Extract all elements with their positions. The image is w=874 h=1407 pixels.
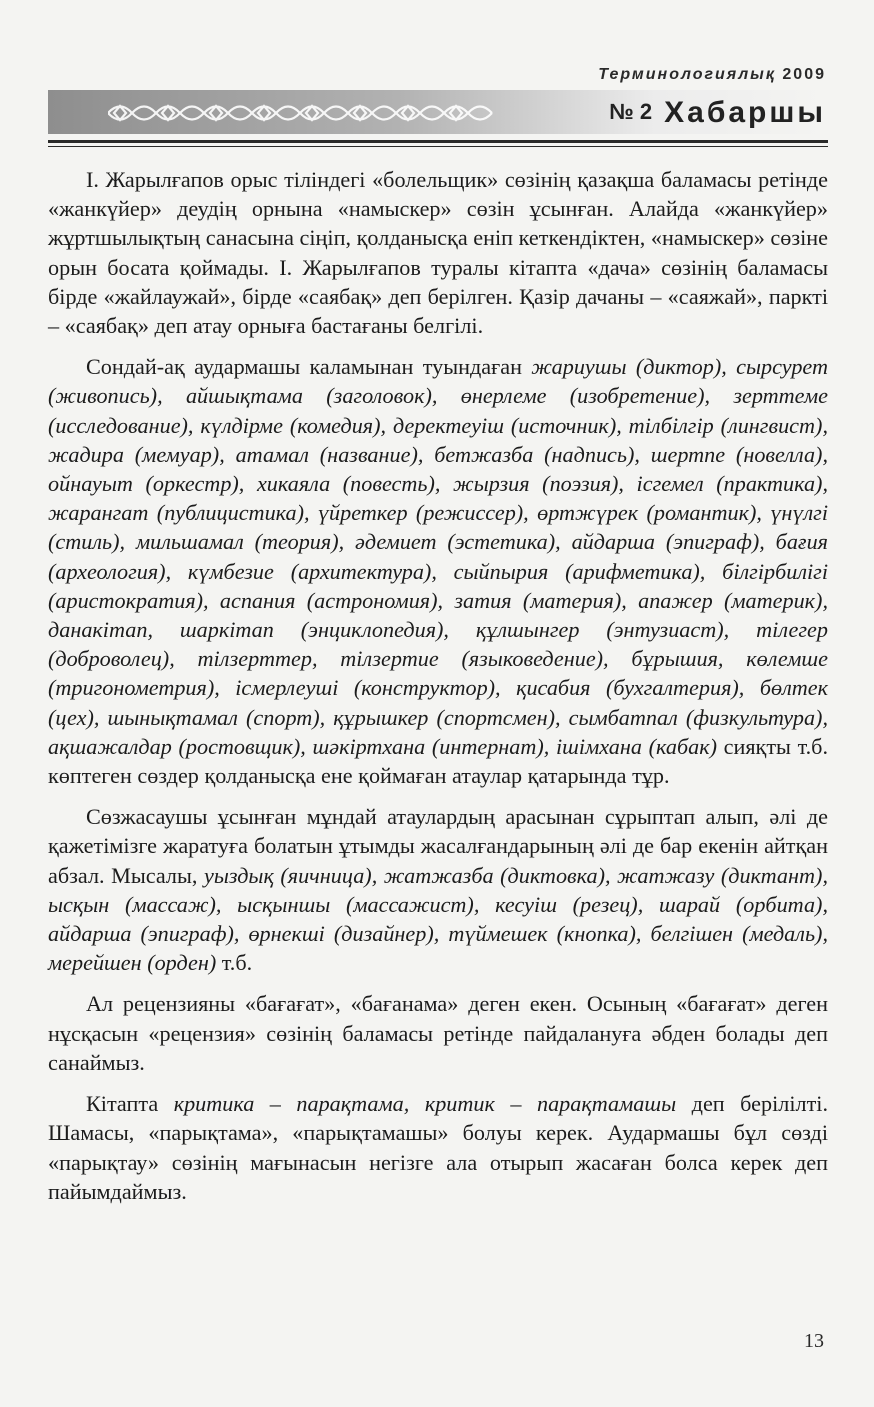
article-body xyxy=(48,165,828,1218)
italic-term-list: жариушы (диктор), сырсурет (живопись), айшықтама (заголовок), өнерлеме (изобретение), зерттеме (исследование), күлдірме (комедия), деректеуіш (источник), тілбілгір (лингвист), жадира (мемуар), атамал (название), бетжазба (надпись), шертпе (новелла), ойнауыт (оркестр), хикаяла (повесть), жырзия (поэзия), ісгемел (практика), жарангат (публицистика), үйреткер (режиссер), өртжүрек (романтик), үнүлгі (стиль), мильшамал (теория), әдемиет (эстетика), айдарша (эпиграф), бағия (археология), күмбезие (архитектура), сыйпырия (арифметика), білгірбилігі (аристократия), аспания (астрономия), затия (материя), апажер (материк), данакітап, шаркітап (энциклопедия), құлшынгер (энтузиаст), тілегер (доброволец), тілзерттер, тілзертие (языковедение), бұрышия, көлемше (тригонометрия), ісмерлеуші (конструктор), қисабия (бухгалтерия), бөлтек (цех), шынықтамал (спорт), құрышкер (спортсмен), сымбатпал (физкультура), ақшажалдар (ростовщик), шәкіртхана (интернат), ішімхана (кабак) xyxy=(48,354,828,759)
text-run: Сондай-ақ аудармашы каламынан туындаған xyxy=(86,354,532,380)
header-rule-thin xyxy=(48,146,828,147)
paragraph xyxy=(48,802,828,977)
journal-name: Терминологиялық xyxy=(598,66,776,83)
text-run: Сөзжасаушы ұсынған мұндай атаулардың арасынан сұрыптап алып, әлі де қажетімізге жаратуға болатын ұтымды жасалғандарының әлі де бар екенін айтқан абзал. Мысалы, xyxy=(48,804,828,888)
paragraph xyxy=(48,165,828,340)
journal-title: Хабаршы xyxy=(664,96,826,129)
issue-number: № 2 xyxy=(609,99,653,124)
text-run: сияқты т.б. көптеген сөздер қолданысқа ене қоймаған атаулар қатарында тұр. xyxy=(48,733,828,789)
text-run: І. Жарылғапов орыс тіліндегі «болельщик» сөзінің қазақша баламасы ретінде «жанкүйер» деудің орнына «намыскер» сөзін ұсынған. Алайда «жанкүйер» жұртшылықтың санасына сіңіп, қолданысқа еніп кеткендіктен, «намыскер» сөзіне орын босата қоймады. І. Жарылғапов туралы кітапта «дача» сөзінің баламасы бірде «жайлаужай», бірде «саябақ» деп берілген. Қазір дачаны – «саяжай», паркті – «саябақ» деп атау орныға бастағаны белгілі. xyxy=(48,167,828,339)
header-title xyxy=(609,96,826,130)
italic-term-list: критика – парақтама, критик – парақтамашы xyxy=(173,1091,677,1117)
journal-running-title xyxy=(598,66,826,84)
paragraph xyxy=(48,989,828,1077)
paragraph xyxy=(48,352,828,790)
journal-year: 2009 xyxy=(782,66,826,83)
paragraph xyxy=(48,1089,828,1206)
italic-term-list: уыздық (яичница), жатжазба (диктовка), жатжазу (диктант), ысқын (массаж), ысқыншы (массажист), кесуіш (резец), шарай (орбита), айдарша (эпиграф), өрнекші (дизайнер), түймешек (кнопка), белгішен (медаль), мерейшен (орден) xyxy=(48,862,828,976)
text-run: т.б. xyxy=(216,950,253,976)
text-run: деп берілілті. Шамасы, «парықтама», «парықтамашы» болуы керек. Аудармашы бұл сөзді «парықтау» сөзінің мағынасын негізге ала отырып жасаған болса керек деп пайымдаймыз. xyxy=(48,1091,828,1204)
ornament-pattern xyxy=(108,98,498,128)
text-run: Ал рецензияны «бағағат», «бағанама» деген екен. Осының «бағағат» деген нұсқасын «рецензия» сөзінің баламасы ретінде пайдалануға әбден болады деп санаймыз. xyxy=(48,991,828,1075)
text-run: Кітапта xyxy=(86,1091,174,1117)
page-number: 13 xyxy=(804,1330,824,1352)
header-rule-thick xyxy=(48,140,828,143)
journal-header xyxy=(48,62,828,152)
